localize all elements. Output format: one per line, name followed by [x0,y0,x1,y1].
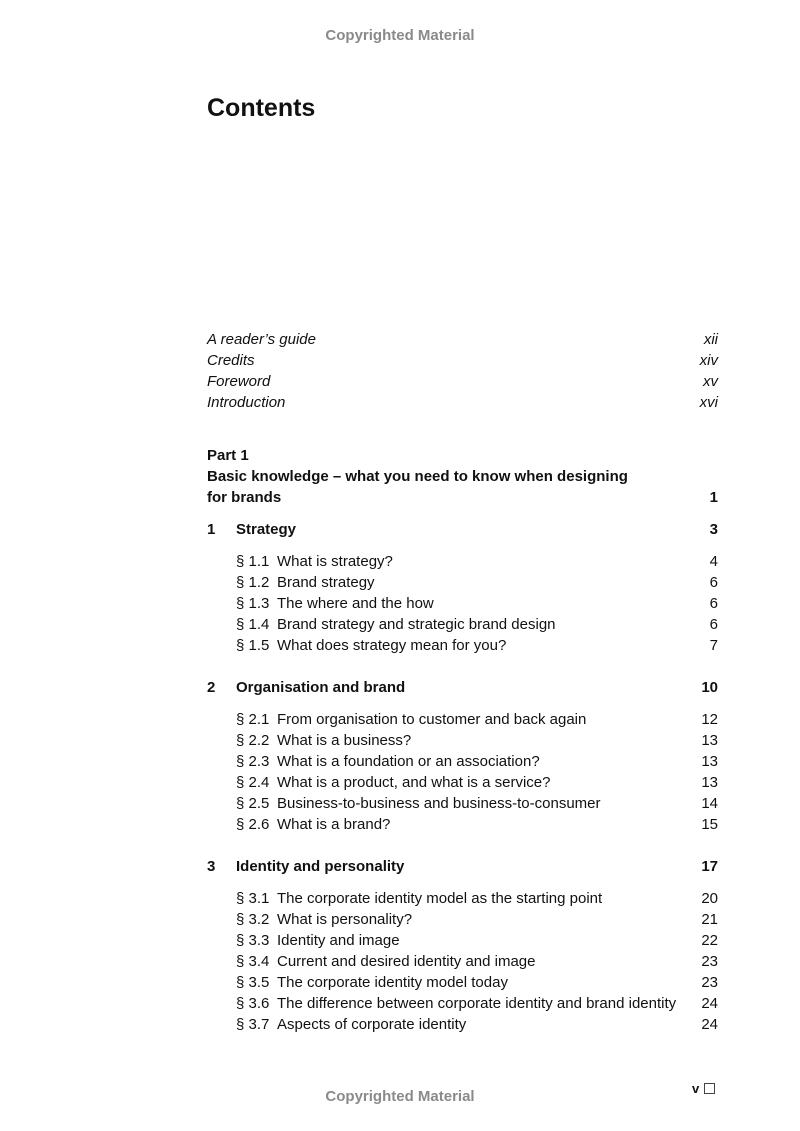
section-title: Business-to-business and business-to-consumer [277,795,601,812]
section-title: What is a brand? [277,816,391,833]
watermark-top: Copyrighted Material [325,27,475,44]
section-number: § 1.1 [236,553,270,570]
section-title: What does strategy mean for you? [277,637,507,654]
section-entry [207,635,718,656]
watermark-bottom: Copyrighted Material [325,1088,475,1105]
section-title: The difference between corporate identity and brand identity [277,995,677,1012]
section-title: Aspects of corporate identity [277,1016,467,1033]
section-title: Identity and image [277,932,400,949]
section-number: § 2.3 [236,753,270,770]
section-title: Current and desired identity and image [277,953,536,970]
section-entry [207,751,718,772]
section-entry [207,930,718,951]
box-glyph-icon [704,1083,715,1094]
section-page: 23 [701,953,718,970]
section-number: § 1.5 [236,637,270,654]
section-number: § 3.3 [236,932,270,949]
chapter-page: 10 [701,679,718,696]
part-title-text: Basic knowledge – what you need to know when designing [207,468,628,485]
section-page: 12 [701,711,718,728]
section-number: § 2.4 [236,774,270,791]
table-of-contents [207,329,718,1035]
section-entry [207,709,718,730]
section-title: The corporate identity model as the starting point [277,890,603,907]
section-entry [207,772,718,793]
section-entry [207,888,718,909]
section-number: § 2.2 [236,732,270,749]
entry-title: Foreword [207,373,271,390]
section-title: From organisation to customer and back again [277,711,587,728]
section-number: § 3.7 [236,1016,270,1033]
section-title: The corporate identity model today [277,974,508,991]
entry-page: xv [703,373,718,390]
chapter-page: 17 [701,858,718,875]
section-page: 15 [701,816,718,833]
section-page: 7 [709,637,718,654]
section-entry [207,793,718,814]
section-page: 24 [701,1016,718,1033]
entry-title: Credits [207,352,255,369]
front-matter-entry [207,392,718,413]
section-number: § 2.6 [236,816,270,833]
section-page: 20 [701,890,718,907]
section-page: 6 [709,574,718,591]
section-entry [207,593,718,614]
section-entry [207,730,718,751]
chapter-entry [207,519,718,540]
front-matter-entry [207,371,718,392]
section-entry [207,972,718,993]
section-number: § 1.2 [236,574,270,591]
section-title: What is strategy? [277,553,393,570]
section-title: Brand strategy and strategic brand design [277,616,556,633]
chapter-entry [207,677,718,698]
section-entry [207,572,718,593]
chapter-title: Identity and personality [236,858,405,875]
part-title-line [207,466,718,487]
section-number: § 3.2 [236,911,270,928]
chapter-page: 3 [709,521,718,538]
entry-page: xii [703,331,718,348]
page-title: Contents [207,94,316,122]
section-number: § 2.5 [236,795,270,812]
entry-page: xiv [699,352,718,369]
chapter-entry [207,856,718,877]
folio-number: v [692,1081,700,1096]
chapter-number: 1 [207,521,216,538]
section-number: § 3.4 [236,953,270,970]
part-page: 1 [709,489,718,506]
section-entry [207,814,718,835]
section-entry [207,614,718,635]
entry-page: xvi [699,394,718,411]
part-label [207,445,718,466]
section-number: § 1.3 [236,595,270,612]
section-number: § 3.6 [236,995,270,1012]
chapter-number: 2 [207,679,216,696]
section-page: 6 [709,595,718,612]
section-entry [207,993,718,1014]
front-matter-entry [207,329,718,350]
section-number: § 2.1 [236,711,270,728]
section-number: § 3.5 [236,974,270,991]
section-page: 22 [701,932,718,949]
section-page: 13 [701,753,718,770]
section-title: The where and the how [277,595,434,612]
section-title: What is a business? [277,732,412,749]
chapter-number: 3 [207,858,216,875]
section-entry [207,909,718,930]
section-page: 4 [709,553,718,570]
front-matter-entry [207,350,718,371]
section-page: 21 [701,911,718,928]
page-folio [692,1081,715,1096]
section-entry [207,551,718,572]
section-entry [207,951,718,972]
part-title-line [207,487,718,508]
section-page: 13 [701,774,718,791]
section-page: 23 [701,974,718,991]
section-entry [207,1014,718,1035]
entry-title: A reader’s guide [207,331,316,348]
section-page: 6 [709,616,718,633]
chapter-title: Strategy [236,521,297,538]
section-title: Brand strategy [277,574,375,591]
entry-title: Introduction [207,394,286,411]
part-label-text: Part 1 [207,447,249,464]
section-title: What is a product, and what is a service? [277,774,551,791]
chapter-title: Organisation and brand [236,679,406,696]
section-page: 14 [701,795,718,812]
section-title: What is personality? [277,911,413,928]
part-title-text: for brands [207,489,282,506]
section-page: 24 [701,995,718,1012]
section-page: 13 [701,732,718,749]
section-number: § 1.4 [236,616,270,633]
section-number: § 3.1 [236,890,270,907]
section-title: What is a foundation or an association? [277,753,540,770]
